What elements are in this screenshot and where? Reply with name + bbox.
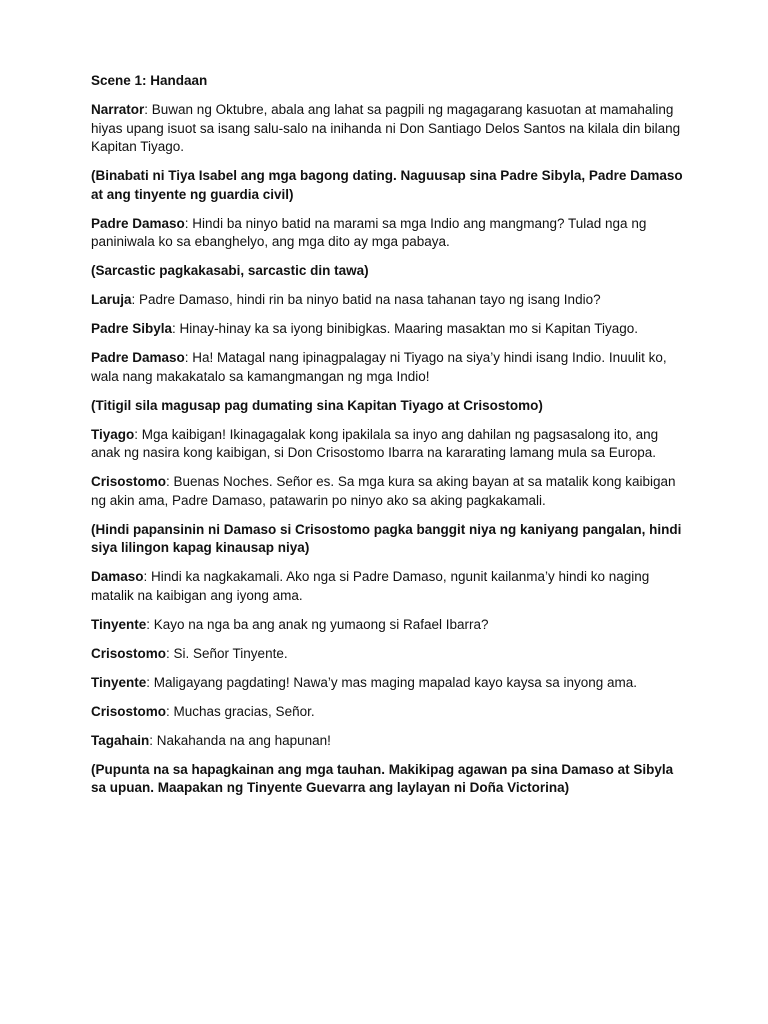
dialogue-text: : Hindi ba ninyo batid na marami sa mga Indio ang mangmang? Tulad nga ng paniniwala ko sa ebanghelyo, ang mga dito ay mga pabaya. [91, 215, 647, 249]
stage-direction: (Hindi papansinin ni Damaso si Crisostomo pagka banggit niya ng kaniyang pangalan, hindi siya lilingon kapag kinausap niya) [91, 521, 682, 555]
speaker-name: Crisostomo [91, 474, 167, 489]
stage-direction: (Sarcastic pagkakasabi, sarcastic din tawa) [91, 263, 369, 278]
dialogue-text: : Buwan ng Oktubre, abala ang lahat sa pagpili ng magagarang kasuotan at mamahaling hiyas upang isuot sa isang salu-salo na inihanda ni Don Santiago Delos Santos na kilala din bilang Kapitan Tiyago. [91, 102, 681, 154]
dialogue-line [91, 101, 691, 157]
dialogue-line [91, 703, 691, 722]
dialogue-line [91, 568, 691, 605]
speaker-name: Padre Damaso [91, 350, 185, 365]
dialogue-text: : Maligayang pagdating! Nawa’y mas maging mapalad kayo kaysa sa inyong ama. [146, 674, 638, 690]
stage-direction: (Titigil sila magusap pag dumating sina Kapitan Tiyago at Crisostomo) [91, 397, 543, 413]
speaker-name: Laruja [91, 292, 132, 307]
speaker-name: Tinyente [91, 674, 147, 690]
speaker-name: Padre Damaso [91, 215, 185, 231]
script-body [91, 101, 691, 798]
dialogue-line [91, 215, 691, 252]
dialogue-text: : Hinay-hinay ka sa iyong binibigkas. Maaring masaktan mo si Kapitan Tiyago. [172, 321, 639, 336]
speaker-name: Padre Sibyla [91, 321, 173, 336]
script-page [91, 72, 691, 808]
dialogue-text: : Muchas gracias, Señor. [166, 703, 315, 719]
dialogue-text: : Nakahanda na ang hapunan! [149, 732, 331, 748]
dialogue-line [91, 426, 691, 463]
stage-direction: (Binabati ni Tiya Isabel ang mga bagong dating. Naguusap sina Padre Sibyla, Padre Damaso at ang tinyente ng guardia civil) [91, 168, 683, 202]
stage-direction: (Pupunta na sa hapagkainan ang mga tauhan. Makikipag agawan pa sina Damaso at Sibyla sa upuan. Maapakan ng Tinyente Guevarra ang laylayan ni Doña Victorina) [91, 761, 674, 795]
speaker-name: Tinyente [91, 616, 147, 632]
speaker-name: Crisostomo [91, 645, 167, 661]
dialogue-line [91, 616, 691, 635]
dialogue-text: : Kayo na nga ba ang anak ng yumaong si Rafael Ibarra? [146, 616, 489, 632]
dialogue-line [91, 291, 691, 310]
dialogue-text: : Buenas Noches. Señor es. Sa mga kura sa aking bayan at sa matalik kong kaibigan ng akin ama, Padre Damaso, patawarin po ninyo ako sa aking pagkakamali. [91, 474, 676, 508]
dialogue-text: : Ha! Matagal nang ipinagpalagay ni Tiyago na siya’y hindi isang Indio. Inuulit ko, wala nang makakatalo sa kamangmangan ng mga Indio! [91, 350, 667, 384]
speaker-name: Crisostomo [91, 703, 167, 719]
dialogue-line [91, 473, 691, 510]
dialogue-text: : Padre Damaso, hindi rin ba ninyo batid na nasa tahanan tayo ng isang Indio? [131, 292, 601, 307]
dialogue-line [91, 674, 691, 693]
scene-title: Scene 1: Handaan [91, 73, 208, 88]
dialogue-line [91, 320, 691, 339]
dialogue-text: : Mga kaibigan! Ikinagagalak kong ipakilala sa inyo ang dahilan ng pagsasalong ito, ang anak ng nasira kong kaibigan, si Don Crisostomo Ibarra na kararating lamang mula sa Europa. [91, 426, 659, 460]
speaker-name: Damaso [91, 569, 144, 584]
dialogue-text: : Hindi ka nagkakamali. Ako nga si Padre Damaso, ngunit kailanma’y hindi ko naging matalik na kaibigan ang iyong ama. [91, 569, 650, 603]
speaker-name: Narrator [91, 102, 145, 117]
dialogue-line [91, 732, 691, 751]
dialogue-text: : Si. Señor Tinyente. [166, 645, 288, 661]
speaker-name: Tagahain [91, 732, 150, 748]
dialogue-line [91, 645, 691, 664]
dialogue-line [91, 349, 691, 386]
speaker-name: Tiyago [91, 426, 135, 442]
